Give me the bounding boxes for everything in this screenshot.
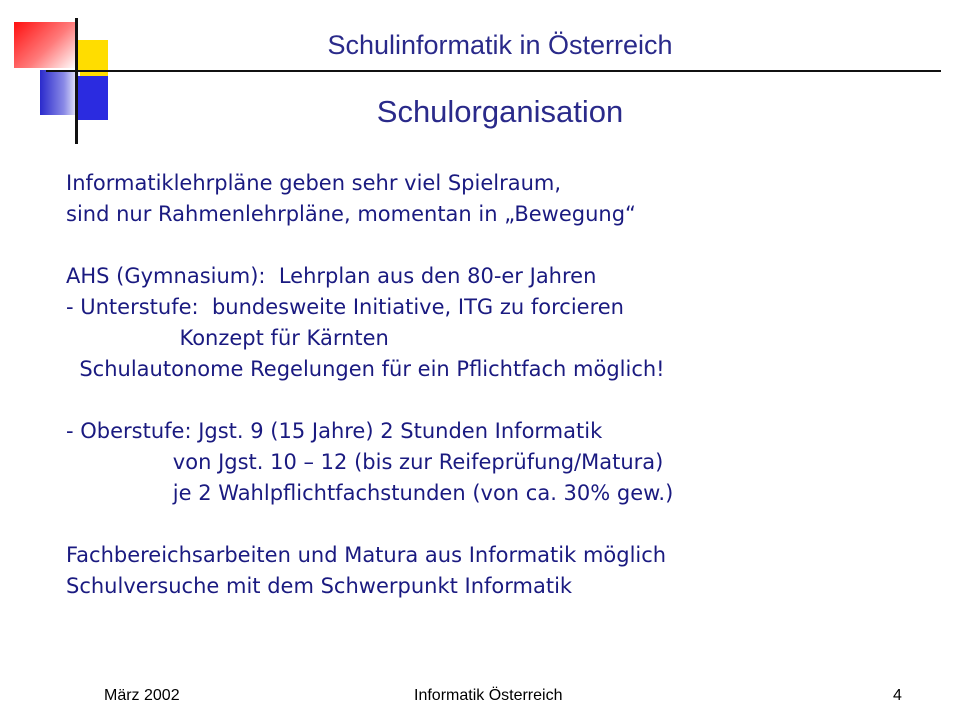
slide-subtitle: Schulorganisation [376,94,624,129]
body-line-blank [66,385,936,416]
body-line: von Jgst. 10 – 12 (bis zur Reifeprüfung/Matura) [66,450,664,474]
body-line: - Oberstufe: Jgst. 9 (15 Jahre) 2 Stunden Informatik [66,419,603,443]
body-line: AHS (Gymnasium): Lehrplan aus den 80-er Jahren [66,264,597,288]
title-divider-line [46,70,941,72]
body-line: Schulautonome Regelungen für ein Pflichtfach möglich! [66,357,665,381]
body-line-blank [66,230,936,261]
slide-logo-decoration [0,0,120,150]
slide-body [66,168,936,602]
footer-date: März 2002 [104,687,180,704]
body-line: Konzept für Kärnten [66,326,389,350]
blue-square-decoration [78,76,108,120]
body-line: je 2 Wahlpflichtfachstunden (von ca. 30% gew.) [66,481,674,505]
footer-page-number: 4 [893,687,902,704]
body-line: - Unterstufe: bundesweite Initiative, ITG zu forcieren [66,295,624,319]
blue-gradient-square-decoration [40,70,80,115]
footer-center-text: Informatik Österreich [414,687,563,704]
body-line: Informatiklehrpläne geben sehr viel Spielraum, [66,171,562,195]
slide-title: Schulinformatik in Österreich [327,30,673,60]
vertical-line-decoration [75,18,78,144]
body-line: sind nur Rahmenlehrpläne, momentan in „Bewegung“ [66,202,636,226]
red-square-decoration [14,22,76,68]
body-line: Fachbereichsarbeiten und Matura aus Informatik möglich [66,543,667,567]
body-line-blank [66,509,936,540]
body-line: Schulversuche mit dem Schwerpunkt Informatik [66,574,573,598]
